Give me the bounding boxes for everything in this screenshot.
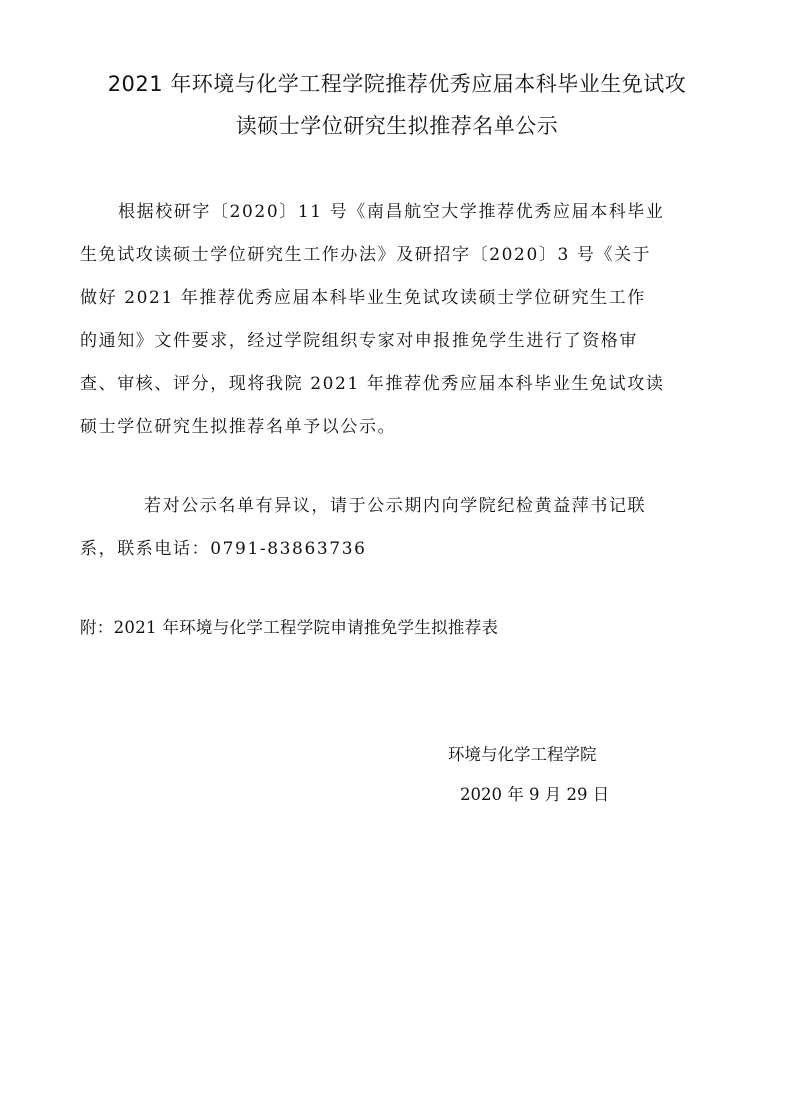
paragraph-1-line-3: 做好 2021 年推荐优秀应届本科毕业生免试攻读硕士学位研究生工作	[80, 288, 646, 308]
paragraph-2-line-2: 系，联系电话：0791-83863736	[80, 539, 367, 559]
paragraph-2-line-1: 若对公示名单有异议，请于公示期内向学院纪检黄益萍书记联	[144, 496, 647, 516]
paragraph-1-line-2: 生免试攻读硕士学位研究生工作办法》及研招字〔2020〕3 号《关于	[80, 245, 652, 265]
paragraph-1-line-1: 根据校研字〔2020〕11 号《南昌航空大学推荐优秀应届本科毕业	[118, 202, 665, 222]
paragraph-1-line-5: 查、审核、评分，现将我院 2021 年推荐优秀应届本科毕业生免试攻读	[80, 374, 665, 394]
paragraph-1-line-4: 的通知》文件要求，经过学院组织专家对申报推免学生进行了资格审	[80, 331, 638, 351]
document-title-line-2: 读硕士学位研究生拟推荐名单公示	[235, 114, 559, 138]
paragraph-1-line-6: 硕士学位研究生拟推荐名单予以公示。	[80, 417, 397, 437]
document-title-line-1: 2021 年环境与化学工程学院推荐优秀应届本科毕业生免试攻	[107, 72, 687, 96]
signature-organization: 环境与化学工程学院	[448, 745, 597, 764]
attachment-note: 附：2021 年环境与化学工程学院申请推免学生拟推荐表	[80, 618, 499, 637]
signature-date: 2020 年 9 月 29 日	[460, 785, 610, 804]
